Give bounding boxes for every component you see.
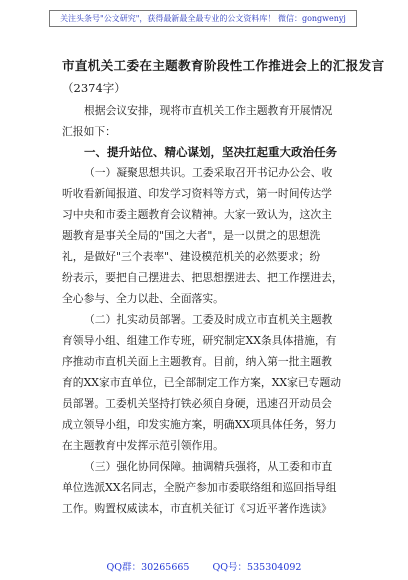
text-line: 习中央和市委主题教育会议精神。大家一致认为，这次主 [62, 208, 332, 221]
text-line: 单位选派XX名同志，全脱产参加市委联络组和巡回指导组 [62, 481, 337, 494]
text-line: 题教育是事关全局的"国之大者"，是一以贯之的思想洗 [62, 229, 321, 242]
qq-number-text: QQ号：535304092 [212, 562, 302, 573]
text-line: 根据会议安排，现将市直机关工作主题教育开展情况 [84, 104, 333, 117]
text-line: 成立领导小组，印发实施方案，明确XX项具体任务，努力 [62, 418, 337, 431]
text-line: （二）扎实动员部署。工委及时成立市直机关主题教 [84, 313, 333, 326]
document-body [62, 100, 362, 519]
paragraph-1 [62, 162, 362, 309]
text-line: 礼，是做好"三个表率"、建设模范机关的必然要求；纷 [62, 250, 321, 263]
paragraph-2 [62, 309, 362, 456]
header-banner: 关注头条号"公文研究"，获得最新最全最专业的公文资料库！ 微信：gongwenyj [49, 10, 357, 27]
qq-group-text: QQ群：30265665 [106, 562, 190, 573]
document-title: 市直机关工委在主题教育阶段性工作推进会上的汇报发言 [62, 58, 385, 73]
text-line: 序推动市直机关面上主题教育。目前，纳入第一批主题教 [62, 355, 332, 368]
text-line: 汇报如下： [62, 125, 116, 138]
text-line: 全心参与、全力以赴、全面落实。 [62, 292, 224, 305]
word-count: （2374字） [62, 81, 126, 95]
text-line: （一）凝聚思想共识。工委采取召开书记办公会、收 [84, 166, 333, 179]
text-line: 员部署。工委机关坚持打铁必须自身硬，迅速召开动员会 [62, 397, 332, 410]
text-line: 听收看新闻报道、印发学习资料等方式，第一时间传达学 [62, 187, 332, 200]
text-line: 育的XX家市直单位，已全部制定工作方案，XX家已专题动 [62, 376, 342, 389]
footer-contact [0, 559, 408, 573]
paragraph-3 [62, 456, 362, 519]
section-heading: 一、提升站位、精心谋划，坚决扛起重大政治任务 [84, 145, 337, 159]
text-line: （三）强化协同保障。抽调精兵强将，从工委和市直 [84, 460, 333, 473]
intro-paragraph [62, 100, 362, 142]
text-line: 育领导小组、组建工作专班，研究制定XX条具体措施，有 [62, 334, 337, 347]
text-line: 纷表示，要把自己摆进去、把思想摆进去、把工作摆进去， [62, 271, 343, 284]
text-line: 工作。购置权威读本，市直机关征订《习近平著作选读》 [62, 502, 332, 515]
text-line: 在主题教育中发挥示范引领作用。 [62, 439, 224, 452]
